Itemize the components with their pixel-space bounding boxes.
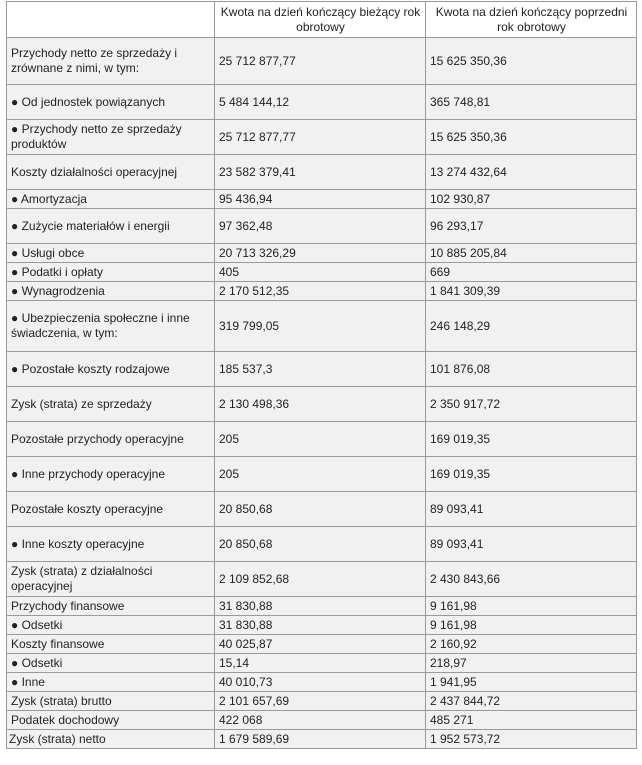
table-row <box>7 352 637 387</box>
previous-year-value: 96 293,17 <box>426 209 637 244</box>
table-row <box>7 244 637 263</box>
row-label: Zysk (strata) ze sprzedaży <box>7 387 215 422</box>
previous-year-value: 1 941,95 <box>426 673 637 692</box>
header-row <box>7 2 637 38</box>
current-year-value: 1 679 589,69 <box>215 730 426 749</box>
table-row <box>7 209 637 244</box>
table-row <box>7 692 637 711</box>
row-label: ● Ubezpieczenia społeczne i inne świadczenia, w tym: <box>7 301 215 352</box>
table-row <box>7 190 637 209</box>
table-row <box>7 730 637 749</box>
current-year-value: 31 830,88 <box>215 616 426 635</box>
table-row <box>7 597 637 616</box>
current-year-value: 2 170 512,35 <box>215 282 426 301</box>
row-label: Koszty finansowe <box>7 635 215 654</box>
current-year-value: 23 582 379,41 <box>215 155 426 190</box>
current-year-value: 2 101 657,69 <box>215 692 426 711</box>
current-year-value: 40 010,73 <box>215 673 426 692</box>
current-year-value: 25 712 877,77 <box>215 38 426 85</box>
table-row <box>7 120 637 155</box>
row-label: Przychody netto ze sprzedaży i zrównane z nimi, w tym: <box>7 38 215 85</box>
previous-year-value: 1 841 309,39 <box>426 282 637 301</box>
current-year-value: 405 <box>215 263 426 282</box>
row-label: ● Zużycie materiałów i energii <box>7 209 215 244</box>
row-label: ● Wynagrodzenia <box>7 282 215 301</box>
current-year-value: 2 130 498,36 <box>215 387 426 422</box>
current-year-value: 5 484 144,12 <box>215 85 426 120</box>
table-row <box>7 673 637 692</box>
previous-year-value: 169 019,35 <box>426 422 637 457</box>
current-year-value: 185 537,3 <box>215 352 426 387</box>
row-label: Pozostałe przychody operacyjne <box>7 422 215 457</box>
current-year-value: 25 712 877,77 <box>215 120 426 155</box>
table-row <box>7 38 637 85</box>
current-year-value: 20 850,68 <box>215 527 426 562</box>
previous-year-value: 9 161,98 <box>426 597 637 616</box>
current-year-value: 31 830,88 <box>215 597 426 616</box>
previous-year-value: 9 161,98 <box>426 616 637 635</box>
row-label: ● Inne koszty operacyjne <box>7 527 215 562</box>
table-row <box>7 85 637 120</box>
row-label: Pozostałe koszty operacyjne <box>7 492 215 527</box>
table-row <box>7 635 637 654</box>
table-row <box>7 282 637 301</box>
row-label: Zysk (strata) netto <box>7 730 215 749</box>
previous-year-value: 246 148,29 <box>426 301 637 352</box>
table-row <box>7 387 637 422</box>
row-label: Koszty działalności operacyjnej <box>7 155 215 190</box>
table-row <box>7 263 637 282</box>
row-label: ● Przychody netto ze sprzedaży produktów <box>7 120 215 155</box>
row-label: ● Usługi obce <box>7 244 215 263</box>
table-body <box>7 38 637 749</box>
previous-year-value: 2 160,92 <box>426 635 637 654</box>
table-row <box>7 527 637 562</box>
current-year-value: 40 025,87 <box>215 635 426 654</box>
previous-year-value: 485 271 <box>426 711 637 730</box>
previous-year-value: 10 885 205,84 <box>426 244 637 263</box>
current-year-value: 20 850,68 <box>215 492 426 527</box>
previous-year-value: 13 274 432,64 <box>426 155 637 190</box>
table-row <box>7 711 637 730</box>
current-year-value: 2 109 852,68 <box>215 562 426 597</box>
previous-year-value: 2 430 843,66 <box>426 562 637 597</box>
table-row <box>7 654 637 673</box>
row-label: Przychody finansowe <box>7 597 215 616</box>
header-blank-cell <box>7 2 215 38</box>
previous-year-value: 1 952 573,72 <box>426 730 637 749</box>
row-label: ● Od jednostek powiązanych <box>7 85 215 120</box>
current-year-value: 422 068 <box>215 711 426 730</box>
table-row <box>7 422 637 457</box>
previous-year-value: 669 <box>426 263 637 282</box>
current-year-value: 205 <box>215 457 426 492</box>
row-label: Zysk (strata) z działalności operacyjnej <box>7 562 215 597</box>
current-year-value: 95 436,94 <box>215 190 426 209</box>
table-row <box>7 155 637 190</box>
current-year-value: 205 <box>215 422 426 457</box>
table-row <box>7 301 637 352</box>
row-label: ● Podatki i opłaty <box>7 263 215 282</box>
table-row <box>7 492 637 527</box>
previous-year-value: 15 625 350,36 <box>426 38 637 85</box>
previous-year-value: 102 930,87 <box>426 190 637 209</box>
table-row <box>7 562 637 597</box>
previous-year-value: 169 019,35 <box>426 457 637 492</box>
row-label: ● Inne <box>7 673 215 692</box>
row-label: ● Odsetki <box>7 616 215 635</box>
current-year-value: 97 362,48 <box>215 209 426 244</box>
previous-year-value: 101 876,08 <box>426 352 637 387</box>
row-label: ● Odsetki <box>7 654 215 673</box>
current-year-value: 319 799,05 <box>215 301 426 352</box>
table-row <box>7 457 637 492</box>
row-label: Zysk (strata) brutto <box>7 692 215 711</box>
previous-year-value: 365 748,81 <box>426 85 637 120</box>
current-year-value: 20 713 326,29 <box>215 244 426 263</box>
previous-year-value: 218,97 <box>426 654 637 673</box>
table-row <box>7 616 637 635</box>
header-current-year: Kwota na dzień kończący bieżący rok obrotowy <box>215 2 426 38</box>
current-year-value: 15,14 <box>215 654 426 673</box>
header-previous-year: Kwota na dzień kończący poprzedni rok obrotowy <box>426 2 637 38</box>
previous-year-value: 15 625 350,36 <box>426 120 637 155</box>
previous-year-value: 2 437 844,72 <box>426 692 637 711</box>
previous-year-value: 89 093,41 <box>426 527 637 562</box>
previous-year-value: 2 350 917,72 <box>426 387 637 422</box>
financial-table <box>6 1 637 749</box>
previous-year-value: 89 093,41 <box>426 492 637 527</box>
row-label: Podatek dochodowy <box>7 711 215 730</box>
row-label: ● Inne przychody operacyjne <box>7 457 215 492</box>
row-label: ● Pozostałe koszty rodzajowe <box>7 352 215 387</box>
row-label: ● Amortyzacja <box>7 190 215 209</box>
